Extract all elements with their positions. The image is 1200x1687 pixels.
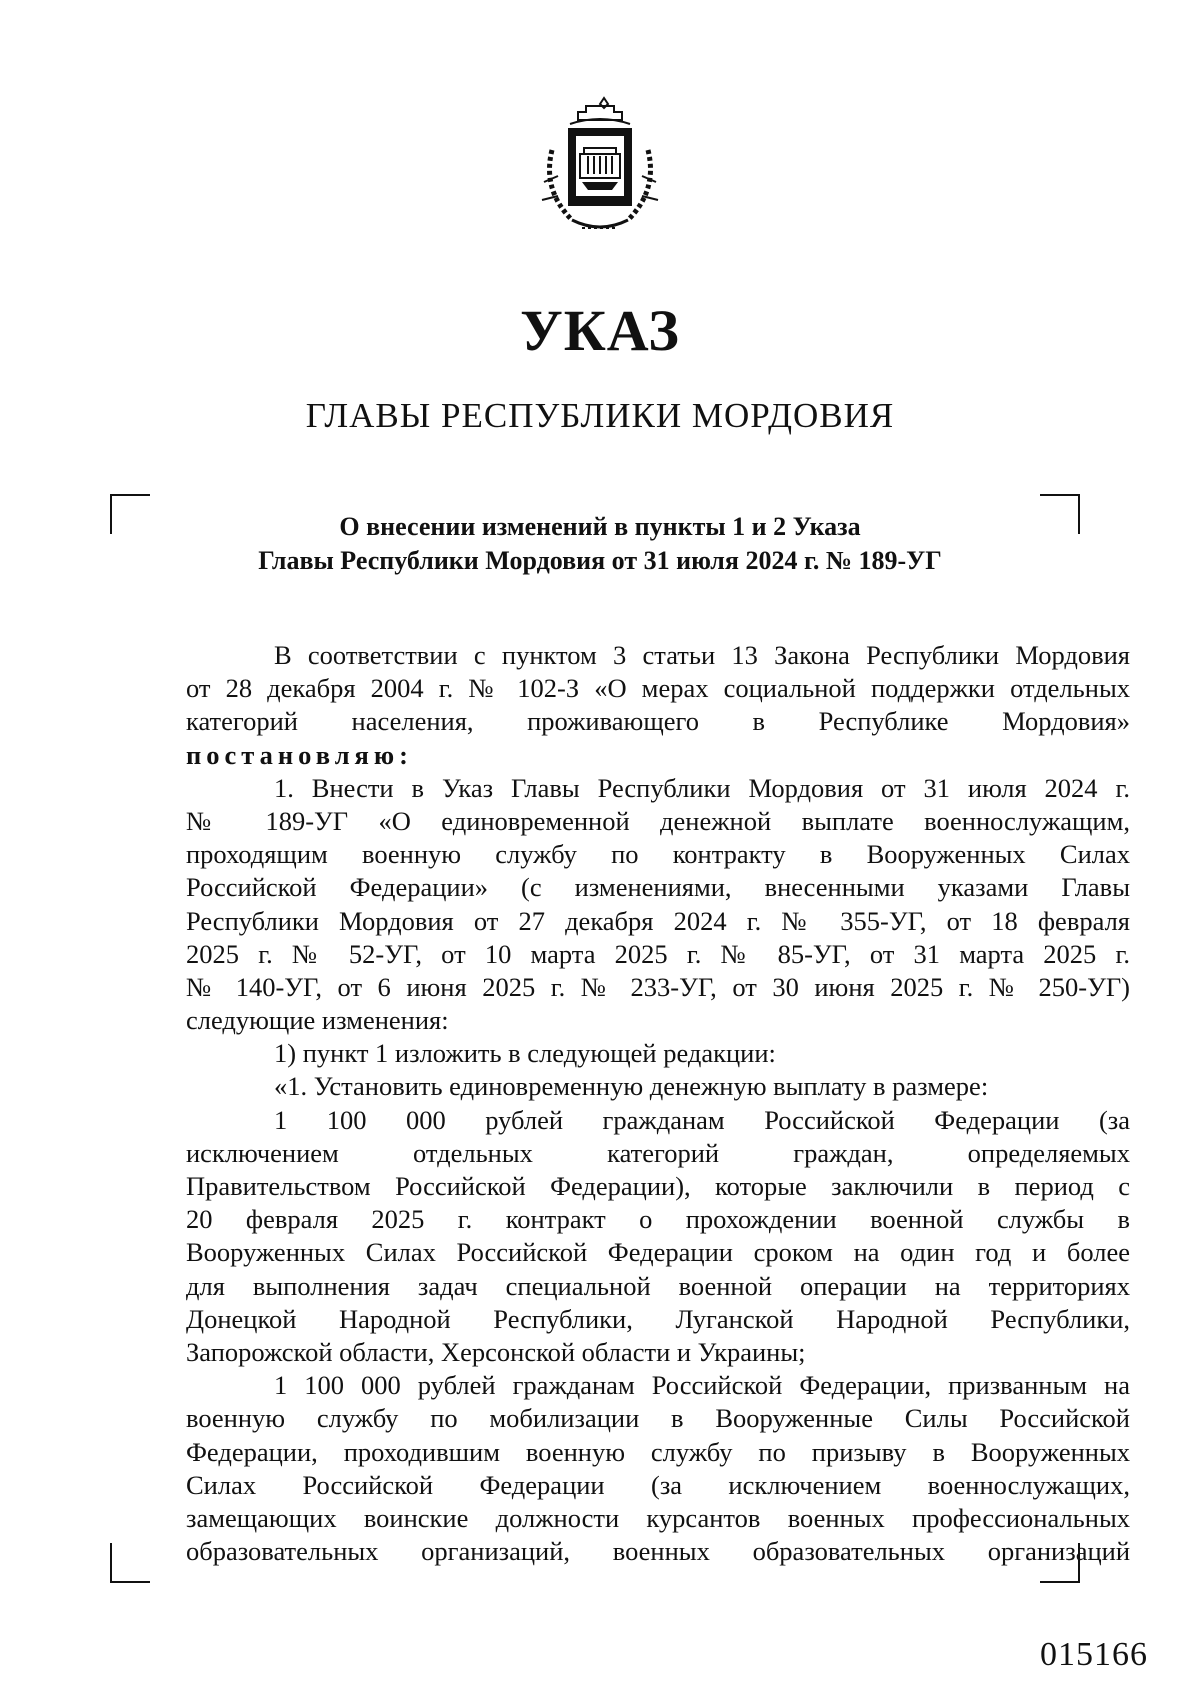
body-line: «1. Установить единовременную денежную выплату в размере: [274, 1071, 989, 1102]
body-line: Правительством Российской Федерации), которые заключили в период с [186, 1171, 1130, 1201]
decree-title: УКАЗ [520, 298, 680, 363]
body-line: от 28 декабря 2004 г. № 102-З «О мерах социальной поддержки отдельных [186, 673, 1130, 704]
body-line: следующие изменения: [186, 1005, 449, 1036]
decree-heading [160, 510, 1040, 578]
body-line: № 189-УГ «О единовременной денежной выплате военнослужащим, [186, 805, 1130, 836]
body-line: проходящим военную службу по контракту в Вооруженных Силах [186, 839, 1130, 870]
body-line: военную службу по мобилизации в Вооруженные Силы Российской [186, 1403, 1130, 1434]
body-line: 20 февраля 2025 г. контракт о прохождении военной службы в [186, 1204, 1130, 1235]
body-line: Федерации, проходившим военную службу по призыву в Вооруженных [186, 1436, 1130, 1467]
body-line: Российской Федерации» (с изменениями, внесенными указами Главы [186, 872, 1130, 903]
body-line: Донецкой Народной Республики, Луганской Народной Республики, [186, 1303, 1130, 1334]
body-line: № 140-УГ, от 6 июня 2025 г. № 233-УГ, от 30 июня 2025 г. № 250-УГ) [186, 971, 1130, 1002]
corner-mark-top-left [110, 494, 150, 534]
body-line: Республики Мордовия от 27 декабря 2024 г. № 355-УГ, от 18 февраля [186, 905, 1130, 936]
decree-heading-line: Главы Республики Мордовия от 31 июля 2024 г. № 189-УГ [258, 546, 942, 575]
coat-of-arms-emblem [530, 90, 670, 240]
body-line: категорий населения, проживающего в Республике Мордовия» [186, 706, 1130, 737]
body-line: Запорожской области, Херсонской области и Украины; [186, 1336, 806, 1367]
body-line: 1 100 000 рублей гражданам Российской Федерации (за [274, 1104, 1130, 1135]
corner-mark-bottom-left [110, 1543, 150, 1583]
serial-number: 015166 [1040, 1636, 1148, 1673]
corner-mark-top-right [1040, 494, 1080, 534]
body-line: Силах Российской Федерации (за исключением военнослужащих, [186, 1469, 1130, 1500]
body-line: замещающих воинские должности курсантов военных профессиональных [186, 1502, 1130, 1533]
body-line: В соответствии с пунктом 3 статьи 13 Закона Республики Мордовия [274, 640, 1130, 670]
decree-heading-line: О внесении изменений в пункты 1 и 2 Указа [339, 512, 861, 541]
body-line: исключением отдельных категорий граждан, определяемых [186, 1137, 1130, 1168]
body-line: 1) пункт 1 изложить в следующей редакции: [274, 1038, 776, 1069]
body-line: 2025 г. № 52-УГ, от 10 марта 2025 г. № 85-УГ, от 31 марта 2025 г. [186, 938, 1130, 969]
decree-body [186, 639, 1130, 1568]
body-line: для выполнения задач специальной военной операции на территориях [186, 1270, 1130, 1301]
body-line: Вооруженных Силах Российской Федерации сроком на один год и более [186, 1237, 1130, 1268]
resolution-word: постановляю: [186, 739, 413, 770]
body-line: 1. Внести в Указ Главы Республики Мордовия от 31 июля 2024 г. [274, 772, 1130, 803]
body-line: 1 100 000 рублей гражданам Российской Федерации, призванным на [274, 1370, 1130, 1401]
body-line: образовательных организаций, военных образовательных организаций [186, 1536, 1130, 1567]
decree-issuer: ГЛАВЫ РЕСПУБЛИКИ МОРДОВИЯ [305, 396, 895, 435]
body-line [186, 739, 1130, 772]
